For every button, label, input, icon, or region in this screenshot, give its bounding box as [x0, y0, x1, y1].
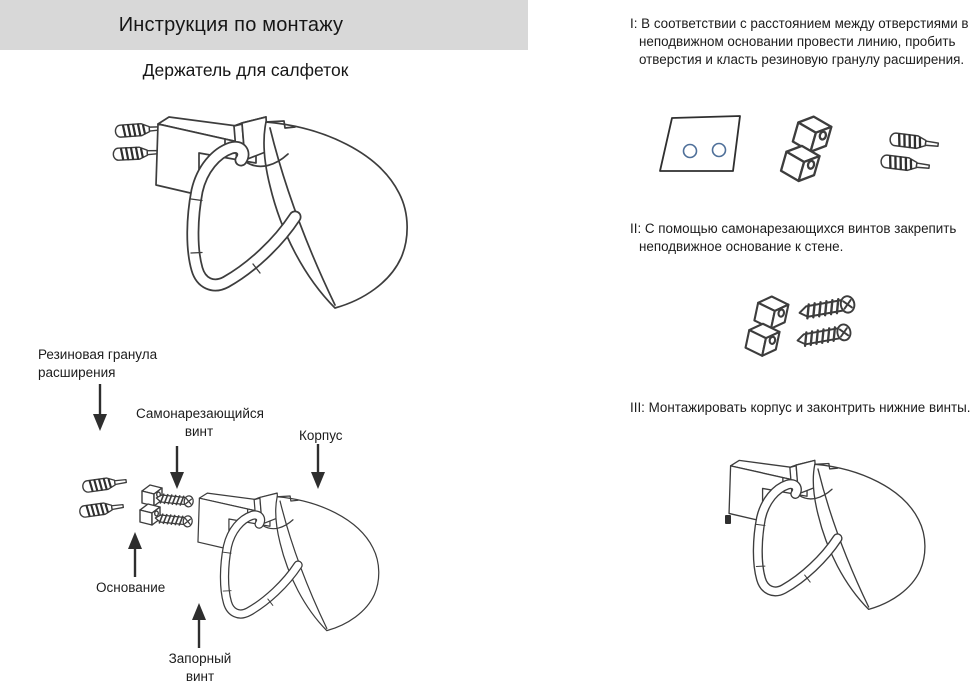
label-rubber-granule: Резиновая гранула расширения	[38, 347, 158, 381]
wall-anchor-icon	[115, 122, 162, 137]
wall-anchor-icon	[113, 146, 160, 160]
step-3-text: III: Монтажировать корпус и законтрить нижние винты.	[630, 400, 970, 415]
arrow-up-icon	[189, 601, 209, 648]
self-tapping-screw-icon	[798, 295, 856, 321]
wall-plate	[660, 116, 740, 171]
step-2-text: II: С помощью самонарезающихся винтов закрепить неподвижное основание к стене.	[630, 221, 957, 254]
self-tapping-screw-icon	[796, 323, 852, 348]
label-body: Корпус	[299, 428, 343, 443]
arrow-up-icon	[125, 531, 145, 577]
wall-anchor-icon	[889, 133, 938, 151]
base-block-icon	[780, 112, 833, 185]
locking-screw-dot	[725, 515, 731, 524]
exploded-view-drawing	[68, 448, 424, 640]
step-1-drawing	[648, 100, 948, 208]
wall-anchor-icon	[82, 475, 127, 492]
holder-body-art	[729, 460, 925, 609]
product-subtitle: Держатель для салфеток	[142, 60, 349, 80]
step-1-text: I: В соответствии с расстоянием между отверстиями в неподвижном основании провести линию, пробить отверстия и класть резиновую гранулу расширения.	[630, 16, 969, 67]
arrow-down-icon	[308, 444, 328, 490]
arrow-down-icon	[167, 446, 187, 490]
drill-hole	[684, 145, 697, 158]
page-title: Инструкция по монтажу	[118, 13, 344, 36]
self-tapping-screw-icon	[156, 492, 194, 507]
base-block-icon	[745, 293, 790, 359]
holder-body-art	[156, 117, 407, 308]
label-locking-screw: Запорный винт	[168, 651, 232, 685]
holder-body-art	[198, 493, 379, 631]
drill-hole	[713, 144, 726, 157]
assembled-holder-drawing	[88, 96, 422, 334]
step-3-drawing	[685, 440, 965, 635]
step-2-drawing	[728, 282, 918, 384]
wall-anchor-icon	[79, 500, 124, 517]
wall-anchor-icon	[880, 155, 929, 173]
header-bar	[0, 0, 528, 50]
label-base: Основание	[96, 580, 166, 595]
label-self-tapping-screw: Самонарезающийся винт	[136, 406, 264, 440]
arrow-down-icon	[90, 384, 110, 432]
self-tapping-screw-icon	[155, 512, 193, 527]
